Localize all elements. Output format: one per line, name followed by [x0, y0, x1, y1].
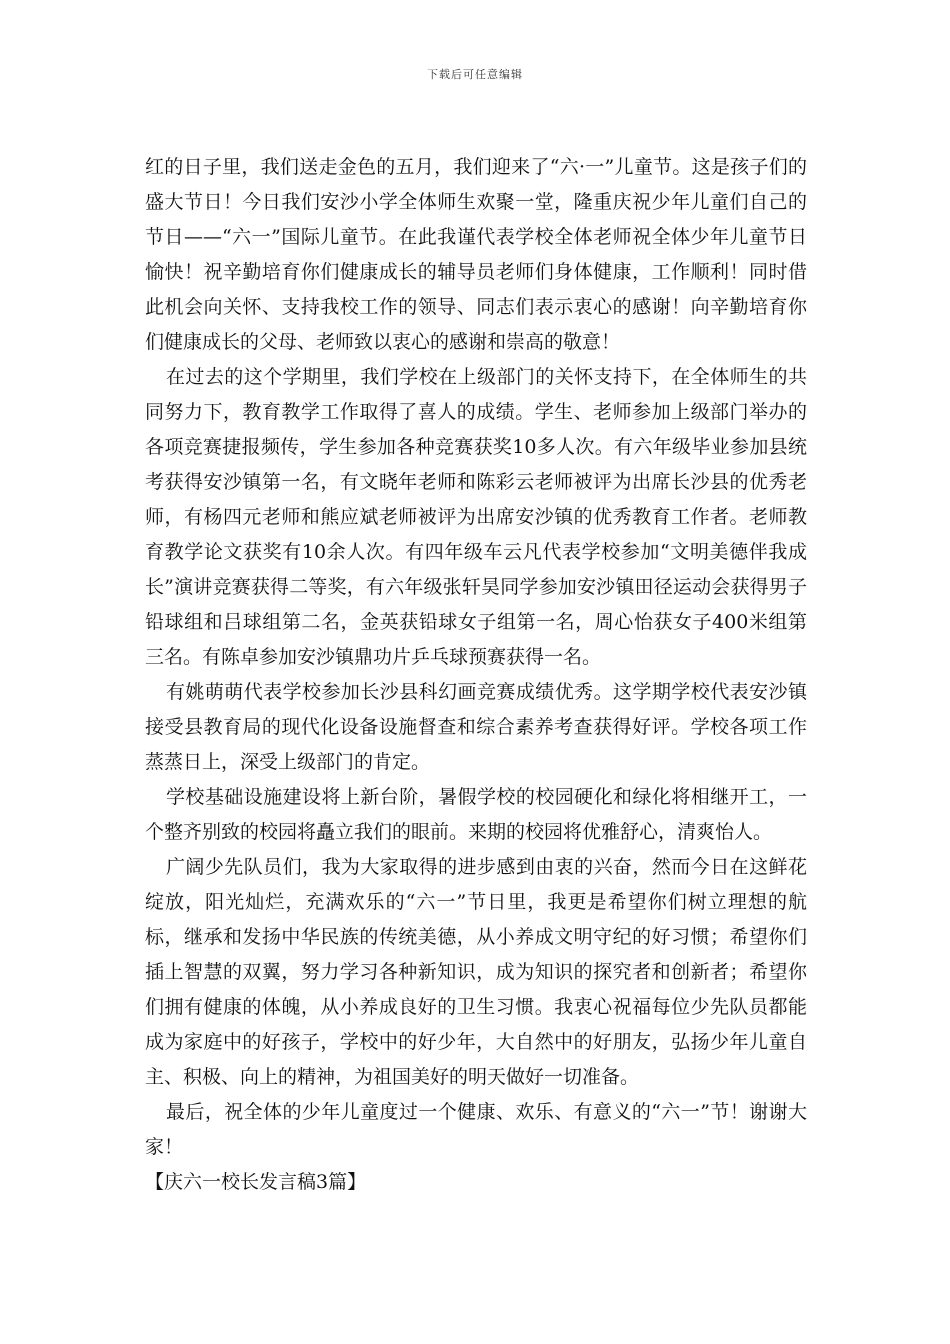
paragraph-opening: 红的日子里，我们送走金色的五月，我们迎来了“六·一”儿童节。这是孩子们的盛大节日！今日我们安沙小学全体师生欢聚一堂，隆重庆祝少年儿童们自己的节日——“六一”国际儿童节。在此我谨代表学校全体老师祝全体少年儿童节日愉快！祝辛勤培育你们健康成长的辅导员老师们身体健康，工作顺利！同时借此机会向关怀、支持我校工作的领导、同志们表示衷心的感谢！向辛勤培育你们健康成长的父母、老师致以衷心的感谢和崇高的敬意！ [145, 156, 807, 353]
paragraph-achievements: 在过去的这个学期里，我们学校在上级部门的关怀支持下，在全体师生的共同努力下，教育教学工作取得了喜人的成绩。学生、老师参加上级部门举办的各项竞赛捷报频传，学生参加各种竞赛获奖10多人次。有六年级毕业参加县统考获得安沙镇第一名，有文晓年老师和陈彩云老师被评为出席长沙县的优秀老师，有杨四元老师和熊应斌老师被评为出席安沙镇的优秀教育工作者。老师教育教学论文获奖有10余人次。有四年级车云凡代表学校参加“文明美德伴我成长”演讲竞赛获得二等奖，有六年级张轩昊同学参加安沙镇田径运动会获得男子铅球组和吕球组第二名，金英获铅球女子组第一名，周心怡获女子400米组第三名。有陈卓参加安沙镇鼎功片乒乓球预赛获得一名。 [145, 366, 807, 668]
paragraph-closing: 最后，祝全体的少年儿童度过一个健康、欢乐、有意义的“六一”节！谢谢大家！ [145, 1101, 807, 1158]
paragraph-awards: 有姚萌萌代表学校参加长沙县科幻画竞赛成绩优秀。这学期学校代表安沙镇接受县教育局的现代化设备设施督查和综合素养考查获得好评。学校各项工作蒸蒸日上，深受上级部门的肯定。 [145, 681, 807, 773]
section-title: 【庆六一校长发言稿3篇】 [145, 1171, 367, 1193]
document-body [145, 150, 807, 1200]
download-note: 下载后可任意编辑 [427, 68, 523, 81]
paragraph-facilities: 学校基础设施建设将上新台阶，暑假学校的校园硬化和绿化将相继开工，一个整齐别致的校园将矗立我们的眼前。来期的校园将优雅舒心，清爽怡人。 [145, 786, 807, 843]
paragraph-wishes: 广阔少先队员们，我为大家取得的进步感到由衷的兴奋，然而今日在这鲜花绽放，阳光灿烂，充满欢乐的“六一”节日里，我更是希望你们树立理想的航标，继承和发扬中华民族的传统美德，从小养成文明守纪的好习惯；希望你们插上智慧的双翼，努力学习各种新知识，成为知识的探究者和创新者；希望你们拥有健康的体魄，从小养成良好的卫生习惯。我衷心祝福每位少先队员都能成为家庭中的好孩子，学校中的好少年，大自然中的好朋友，弘扬少年儿童自主、积极、向上的精神，为祖国美好的明天做好一切准备。 [145, 856, 807, 1088]
